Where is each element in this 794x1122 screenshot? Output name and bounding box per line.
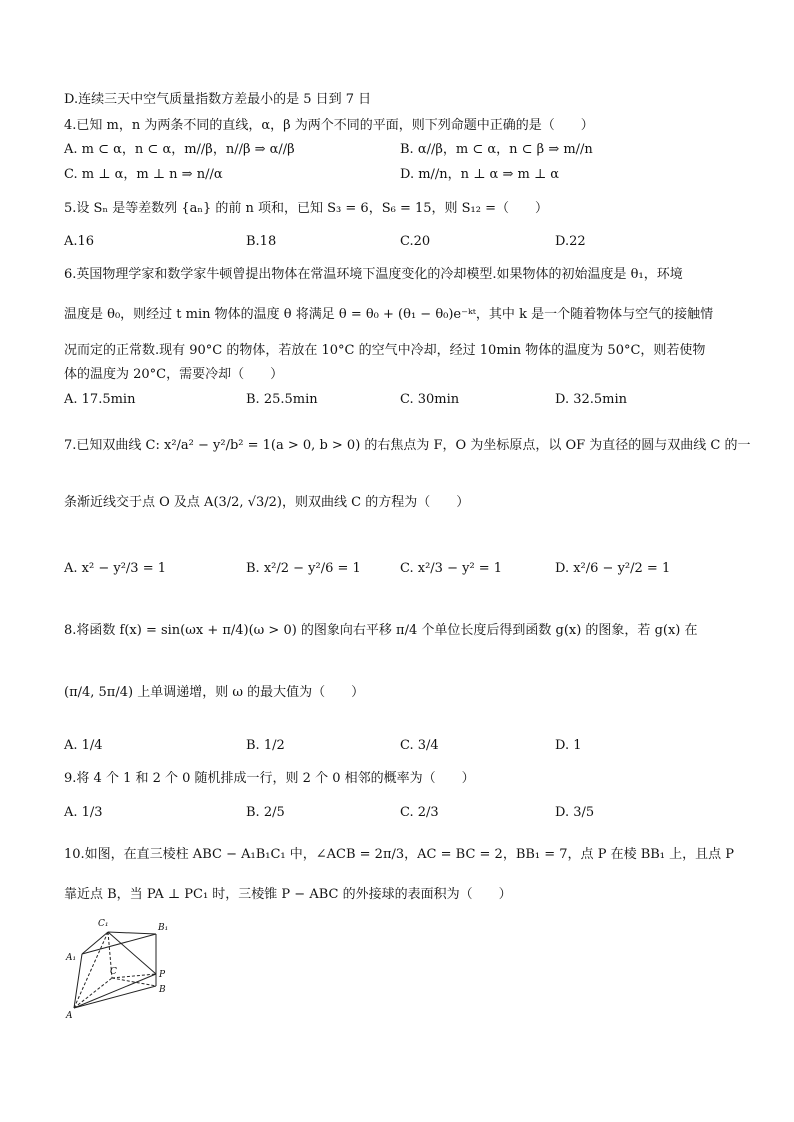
q9-option-a: A. 1/3 bbox=[64, 805, 103, 820]
question-8-line-2: (π/4, 5π/4) 上单调递增，则 ω 的最大值为（ ） bbox=[64, 685, 365, 700]
q9-option-d: D. 3/5 bbox=[555, 805, 595, 820]
question-7-line-2: 条渐近线交于点 O 及点 A(3/2, √3/2)，则双曲线 C 的方程为（ ） bbox=[64, 495, 470, 510]
line-option-d-prev: D.连续三天中空气质量指数方差最小的是 5 日到 7 日 bbox=[64, 92, 372, 107]
edge-a-c1 bbox=[74, 932, 108, 1008]
question-6-line-4: 体的温度为 20°C，需要冷却（ ） bbox=[64, 367, 284, 382]
edge-a-c bbox=[74, 978, 112, 1008]
question-5: 5.设 Sₙ 是等差数列 {aₙ} 的前 n 项和，已知 S₃ = 6，S₆ = 15，则 S₁₂ =（ ） bbox=[64, 201, 548, 216]
q4-option-d: D. m//n，n ⊥ α ⇒ m ⊥ α bbox=[400, 167, 560, 182]
q5-option-b: B.18 bbox=[246, 234, 277, 249]
question-4: 4.已知 m，n 为两条不同的直线，α，β 为两个不同的平面，则下列命题中正确的是（ ） bbox=[64, 118, 594, 133]
q8-option-a: A. 1/4 bbox=[64, 738, 103, 753]
question-6-line-1: 6.英国物理学家和数学家牛顿曾提出物体在常温环境下温度变化的冷却模型.如果物体的初始温度是 θ₁，环境 bbox=[64, 267, 683, 282]
label-c: C bbox=[110, 967, 117, 977]
q8-option-c: C. 3/4 bbox=[400, 738, 439, 753]
q7-option-b: B. x²/2 − y²/6 = 1 bbox=[246, 561, 361, 576]
label-a1: A₁ bbox=[66, 953, 77, 963]
edge-c-b bbox=[112, 978, 156, 986]
q7-option-c: C. x²/3 − y² = 1 bbox=[400, 561, 503, 576]
q7-option-d: D. x²/6 − y²/2 = 1 bbox=[555, 561, 671, 576]
question-10-line-2: 靠近点 B，当 PA ⊥ PC₁ 时，三棱锥 P − ABC 的外接球的表面积为（ ） bbox=[64, 887, 512, 902]
q4-option-b: B. α//β，m ⊂ α，n ⊂ β ⇒ m//n bbox=[400, 142, 593, 157]
q5-option-c: C.20 bbox=[400, 234, 431, 249]
q5-option-a: A.16 bbox=[64, 234, 95, 249]
label-b1: B₁ bbox=[158, 923, 169, 933]
q9-option-b: B. 2/5 bbox=[246, 805, 285, 820]
prism-figure bbox=[62, 912, 174, 1020]
q8-option-d: D. 1 bbox=[555, 738, 582, 753]
edge-a-b bbox=[74, 986, 156, 1008]
label-a: A bbox=[66, 1011, 73, 1020]
q7-option-a: A. x² − y²/3 = 1 bbox=[64, 561, 166, 576]
q6-option-b: B. 25.5min bbox=[246, 392, 318, 407]
q9-option-c: C. 2/3 bbox=[400, 805, 439, 820]
question-10-line-1: 10.如图，在直三棱柱 ABC − A₁B₁C₁ 中，∠ACB = 2π/3，AC = BC = 2，BB₁ = 7，点 P 在棱 BB₁ 上，且点 P bbox=[64, 847, 735, 862]
question-6-line-2: 温度是 θ₀，则经过 t min 物体的温度 θ 将满足 θ = θ₀ + (θ₁ − θ₀)e⁻ᵏᵗ，其中 k 是一个随着物体与空气的接触情 bbox=[64, 307, 714, 322]
edge-c1-b1 bbox=[108, 932, 156, 934]
question-7-line-1: 7.已知双曲线 C: x²/a² − y²/b² = 1(a > 0, b > 0) 的右焦点为 F，O 为坐标原点，以 OF 为直径的圆与双曲线 C 的一 bbox=[64, 438, 751, 453]
label-b: B bbox=[159, 985, 166, 995]
q8-option-b: B. 1/2 bbox=[246, 738, 285, 753]
question-6-line-3: 况而定的正常数.现有 90°C 的物体，若放在 10°C 的空气中冷却，经过 10min 物体的温度为 50°C，则若使物 bbox=[64, 343, 706, 358]
question-8-line-1: 8.将函数 f(x) = sin(ωx + π/4)(ω > 0) 的图象向右平移 π/4 个单位长度后得到函数 g(x) 的图象，若 g(x) 在 bbox=[64, 623, 698, 638]
label-p: P bbox=[159, 970, 166, 980]
q6-option-d: D. 32.5min bbox=[555, 392, 628, 407]
question-9: 9.将 4 个 1 和 2 个 0 随机排成一行，则 2 个 0 相邻的概率为（ ） bbox=[64, 771, 475, 786]
q5-option-d: D.22 bbox=[555, 234, 586, 249]
q4-option-a: A. m ⊂ α，n ⊂ α，m//β，n//β ⇒ α//β bbox=[64, 142, 295, 157]
edge-c-p bbox=[112, 974, 156, 978]
q6-option-c: C. 30min bbox=[400, 392, 460, 407]
edge-a-p bbox=[74, 974, 156, 1008]
q6-option-a: A. 17.5min bbox=[64, 392, 136, 407]
label-c1: C₁ bbox=[98, 919, 109, 929]
q4-option-c: C. m ⊥ α，m ⊥ n ⇒ n//α bbox=[64, 167, 223, 182]
